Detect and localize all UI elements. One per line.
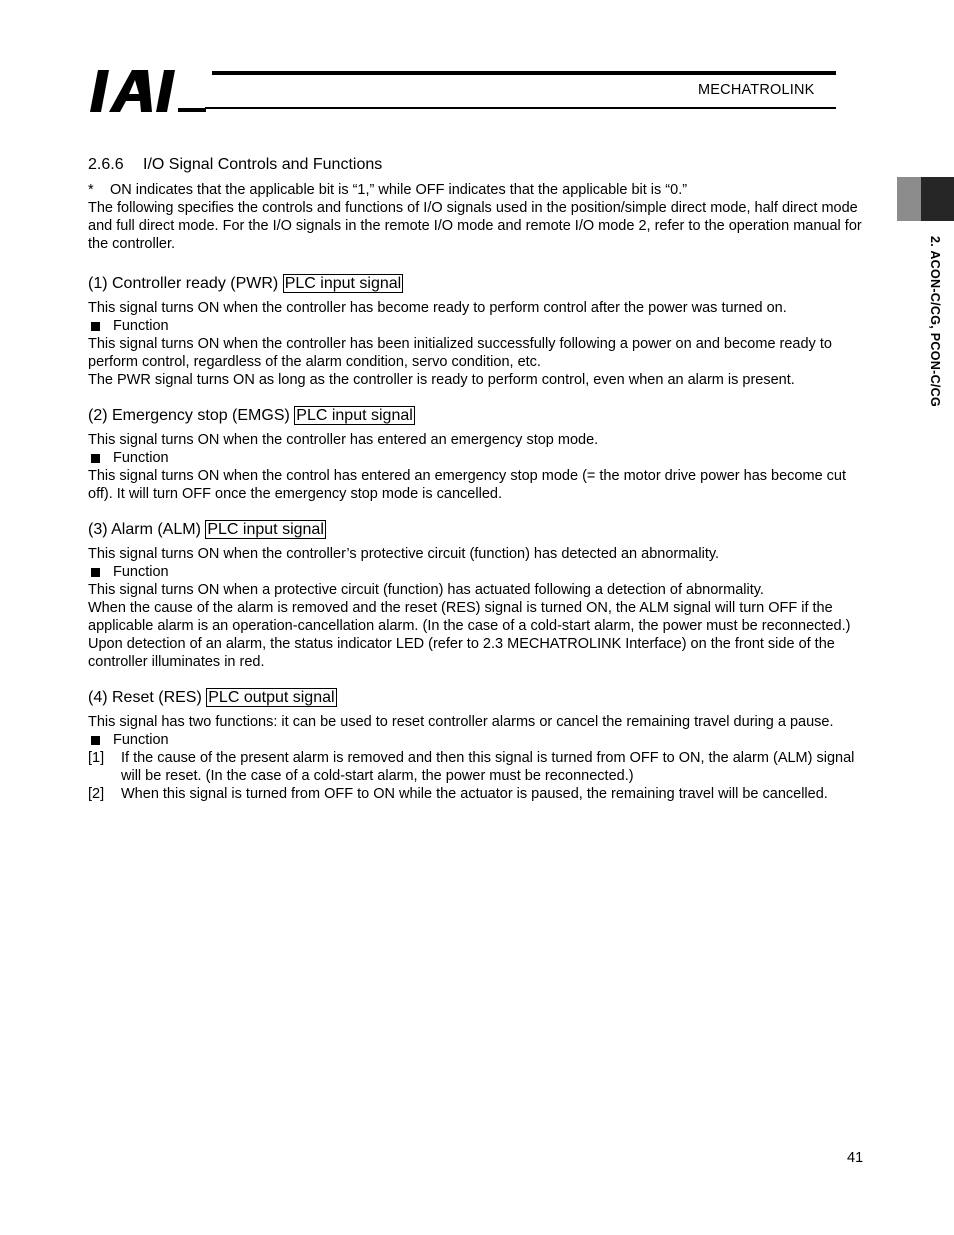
function-paragraph: This signal turns ON when the controller has been initialized successfully following a power on and become ready to perform control, regardless of the alarm condition, servo condition, etc.	[88, 336, 832, 370]
signal-tag: PLC input signal	[284, 275, 402, 292]
function-label: Function	[113, 318, 169, 334]
function-label: Function	[113, 450, 169, 466]
note-text: ON indicates that the applicable bit is “1,” while OFF indicates that the applicable bit is “0.”	[110, 182, 688, 198]
chapter-tab-marker-grey	[897, 177, 921, 221]
signal-tag: PLC output signal	[208, 689, 335, 706]
function-paragraph: This signal turns ON when a protective circuit (function) has actuated following a detection of abnormality.	[88, 582, 764, 598]
item-text: If the cause of the present alarm is removed and then this signal is turned from OFF to ON, the alarm (ALM) signal will be reset. (In the case of a cold-start alarm, the power must be reconnected.)	[121, 750, 855, 784]
signal-summary: This signal turns ON when the controller has become ready to perform control after the power was turned on.	[88, 300, 787, 316]
signal-heading-pwr	[88, 273, 868, 295]
bullet-square-icon	[91, 454, 100, 463]
signal-summary: This signal turns ON when the controller has entered an emergency stop mode.	[88, 432, 599, 448]
signal-heading-alm	[88, 519, 868, 541]
chapter-tab-label: 2. ACON-C/CG, PCON-C/CG	[928, 236, 942, 408]
function-heading	[88, 731, 868, 749]
item-number: [1]	[88, 750, 105, 766]
signal-heading-text: (4) Reset (RES)	[88, 689, 202, 706]
note	[88, 181, 868, 199]
bullet-square-icon	[91, 568, 100, 577]
function-paragraph: Upon detection of an alarm, the status indicator LED (refer to 2.3 MECHATROLINK Interface) on the front side of the controller illuminates in red.	[88, 636, 835, 670]
section-title	[88, 155, 868, 175]
signal-heading-text: (2) Emergency stop (EMGS)	[88, 407, 290, 424]
function-paragraph: This signal turns ON when the control has entered an emergency stop mode (= the motor drive power has become cut off). It will turn OFF once the emergency stop mode is cancelled.	[88, 468, 847, 502]
function-label: Function	[113, 564, 169, 580]
header-rule-thin	[205, 107, 836, 109]
item-text: When this signal is turned from OFF to ON while the actuator is paused, the remaining travel will be cancelled.	[121, 786, 828, 802]
signal-summary: This signal turns ON when the controller’s protective circuit (function) has detected an abnormality.	[88, 546, 720, 562]
bullet-square-icon	[91, 322, 100, 331]
section-number: 2.6.6	[88, 156, 124, 173]
note-mark: *	[88, 182, 94, 198]
signal-heading-res	[88, 687, 868, 709]
signal-heading-text: (3) Alarm (ALM)	[88, 521, 201, 538]
main-content	[88, 155, 868, 803]
chapter-tab-marker-dark	[921, 177, 954, 221]
function-paragraph: When the cause of the alarm is removed and the reset (RES) signal is turned ON, the ALM signal will turn OFF if the applicable alarm is an operation-cancellation alarm. (In the case of a cold-start alarm, the power must be reconnected.)	[88, 600, 851, 634]
function-paragraph: The PWR signal turns ON as long as the controller is ready to perform control, even when an alarm is present.	[88, 372, 795, 388]
function-heading	[88, 449, 868, 467]
signal-summary: This signal has two functions: it can be used to reset controller alarms or cancel the remaining travel during a pause.	[88, 714, 834, 730]
bullet-square-icon	[91, 736, 100, 745]
header-label: MECHATROLINK	[698, 82, 815, 98]
signal-tag: PLC input signal	[296, 407, 413, 424]
function-heading	[88, 563, 868, 581]
item-number: [2]	[88, 786, 105, 802]
header-rule-thick	[212, 71, 836, 75]
signal-heading-text: (1) Controller ready (PWR)	[88, 275, 279, 292]
function-label: Function	[113, 732, 169, 748]
signal-heading-emgs	[88, 405, 868, 427]
function-heading	[88, 317, 868, 335]
intro-paragraph: The following specifies the controls and functions of I/O signals used in the position/simple direct mode, half direct mode and full direct mode. For the I/O signals in the remote I/O mode and remote I/O mode 2, refer to the operation manual for the controller.	[88, 200, 862, 252]
signal-tag: PLC input signal	[207, 521, 324, 538]
enumerated-item	[88, 785, 868, 803]
page-number: 41	[847, 1150, 864, 1166]
iai-logo	[90, 70, 206, 112]
section-title-text: I/O Signal Controls and Functions	[143, 156, 383, 173]
enumerated-item	[88, 749, 868, 785]
